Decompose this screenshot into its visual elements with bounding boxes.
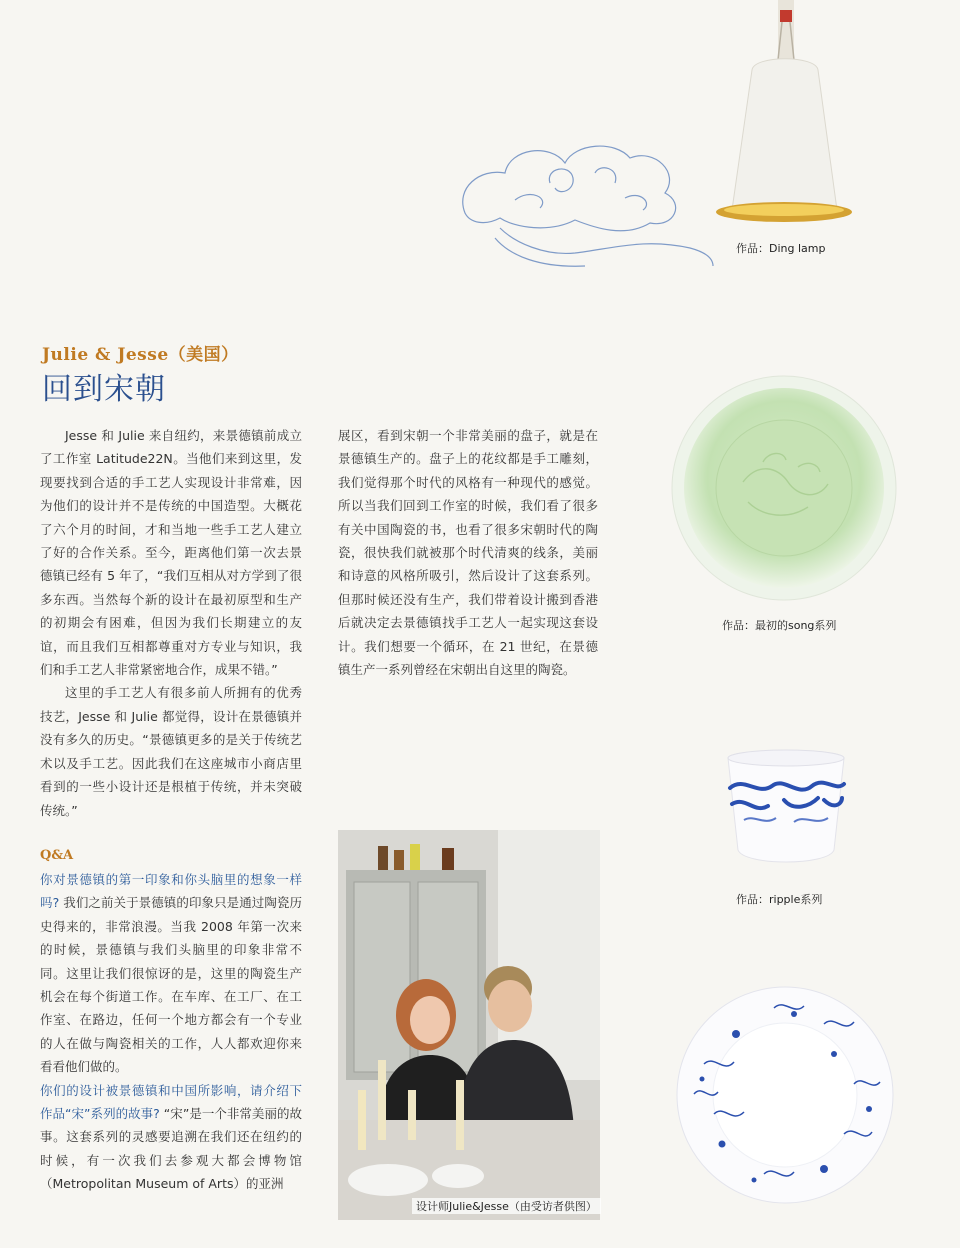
ding-lamp-image (712, 0, 858, 228)
cloud-illustration (455, 128, 715, 273)
qa-heading: Q&A (40, 848, 74, 863)
ripple-cup-image (724, 740, 848, 872)
paragraph: Jesse 和 Julie 来自纽约，来景德镇前成立了工作室 Latitude22N。当他们来到这里，发现要找到合适的手工艺人实现设计非常难，因为他们的设计并不是传统的中国造型。大概花了六个月的时间，才和当地一些手工艺人建立了好的合作关系。至今，距离他们第一次去景德镇已经有 5 年了，“我们互相从对方学到了很多东西。当然每个新的设计在最初原型和生产的初期会有困难，但因为我们长期建立的友谊，而且我们互相都尊重对方专业与知识，我们和手工艺人非常紧密地合作，成果不错。” (40, 428, 302, 678)
paragraph: 这里的手工艺人有很多前人所拥有的优秀技艺，Jesse 和 Julie 都觉得，设计在景德镇并没有多久的历史。“景德镇更多的是关于传统艺术以及手工艺。因此我们在这座城市小商店里看到的一些小设计还是根植于传统，并未突破传统。” (40, 685, 302, 818)
answer-1: 我们之前关于景德镇的印象只是通过陶瓷历史得来的，非常浪漫。当我 2008 年第一次来的时候，景德镇与我们头脑里的印象非常不同。这里让我们很惊讶的是，这里的陶瓷生产机会在每个街道工作。在车库、在工厂、在工作室、在路边，任何一个地方都会有一个专业的人在做与陶瓷相关的工作，人人都欢迎你来看看他们做的。 (40, 895, 302, 1075)
answer-2: “宋”是一个非常美丽的故事。这套系列的灵感要追溯在我们还在纽约的时候，有一次我们去参观大都会博物馆（Metropolitan Museum of Arts）的亚洲 (40, 1106, 302, 1192)
ripple-cup-caption: 作品：ripple系列 (736, 893, 823, 906)
photo-caption: 设计师Julie&Jesse（由受访者供图） (412, 1198, 601, 1214)
text-column-1 (40, 424, 302, 822)
text-column-2 (338, 424, 598, 681)
patterned-plate-image (674, 984, 896, 1206)
designers-photo-illustration (338, 830, 600, 1220)
qa-section (40, 846, 302, 1196)
designers-photo (338, 830, 600, 1220)
song-plate-image (668, 372, 900, 604)
qa-item (40, 1079, 302, 1196)
article-subtitle: Julie & Jesse（美国） (42, 345, 239, 365)
question-2: 你们的设计被景德镇和中国所影响，请介绍下作品“宋”系列的故事? (40, 1082, 302, 1122)
ding-lamp-caption: 作品：Ding lamp (736, 242, 826, 255)
qa-item (40, 868, 302, 1079)
article-title: 回到宋朝 (42, 372, 166, 407)
paragraph: 展区，看到宋朝一个非常美丽的盘子，就是在景德镇生产的。盘子上的花纹都是手工雕刻，我们觉得那个时代的风格有一种现代的感觉。所以当我们回到工作室的时候，我们看了很多有关中国陶瓷的书，也看了很多宋朝时代的陶瓷，很快我们就被那个时代清爽的线条，美丽和诗意的风格所吸引，然后设计了这套系列。但那时候还没有生产，我们带着设计搬到香港后就决定去景德镇找手工艺人一起实现这套设计。我们想要一个循环，在 21 世纪，在景德镇生产一系列曾经在宋朝出自这里的陶瓷。 (338, 428, 598, 678)
question-1: 你对景德镇的第一印象和你头脑里的想象一样吗? (40, 872, 302, 911)
song-plate-caption: 作品：最初的song系列 (722, 619, 837, 632)
